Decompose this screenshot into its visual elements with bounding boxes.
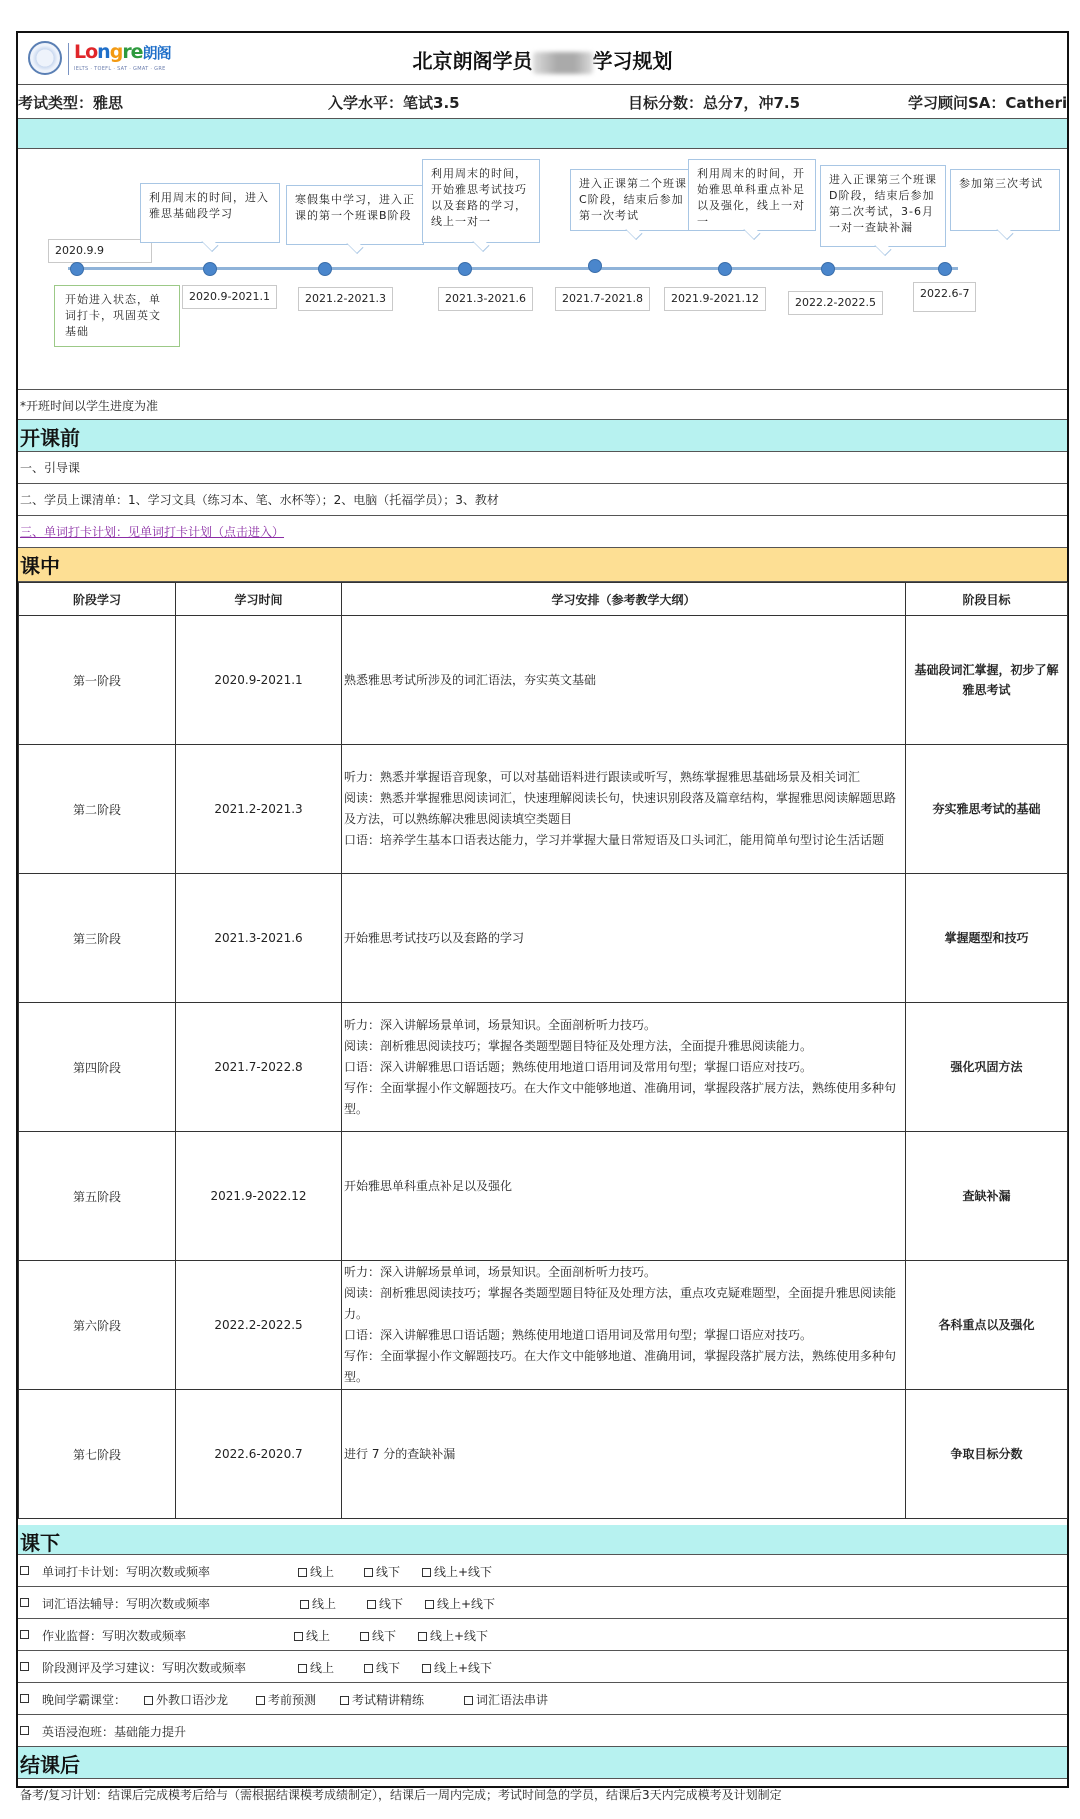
plan-line: 阅读：剖析雅思阅读技巧；掌握各类题型题目特征及处理方法，全面提升雅思阅读能力。: [344, 1038, 813, 1053]
stage-cell: 第七阶段: [19, 1390, 176, 1519]
plan-line: 写作：全面掌握小作文解题技巧。在大作文中能够地道、准确用词，掌握段落扩展方法，熟练使用多种句型。: [344, 1080, 897, 1116]
column-header: 学习安排（参考教学大纲）: [342, 583, 906, 616]
timeline-dot: [588, 259, 602, 273]
title-prefix: 北京朗阁学员: [412, 49, 533, 73]
option-exam-prediction[interactable]: [256, 1691, 316, 1708]
option-label: 线上+线下: [434, 1661, 493, 1675]
after-class-item: [18, 1651, 1067, 1683]
section-before-class: [18, 420, 1067, 452]
checkbox[interactable]: [20, 1630, 29, 1639]
checkbox[interactable]: [425, 1600, 434, 1609]
page-title: [18, 45, 1067, 74]
checkbox[interactable]: [298, 1568, 307, 1577]
checkbox[interactable]: [422, 1568, 431, 1577]
checkbox[interactable]: [340, 1696, 349, 1705]
goal-cell: 夯实雅思考试的基础: [906, 745, 1068, 874]
goal-cell: 强化巩固方法: [906, 1003, 1068, 1132]
stage-plan-table: [18, 582, 1068, 1519]
stage-cell: 第二阶段: [19, 745, 176, 874]
section-title: 开课前: [20, 426, 80, 450]
item-text: 二、学员上课清单：1、学习文具（练习本、笔、水杯等）；2、电脑（托福学员）；3、教材: [20, 493, 499, 507]
plan-line: 开始雅思单科重点补足以及强化: [344, 1179, 513, 1193]
target-score: 目标分数：总分7，冲7.5: [628, 94, 801, 112]
timeline-dot: [458, 262, 472, 276]
plan-cell: [342, 1132, 906, 1261]
checkbox[interactable]: [20, 1566, 29, 1575]
timeline-date: 2021.7-2021.8: [555, 287, 650, 311]
checkbox[interactable]: [20, 1726, 29, 1735]
column-header: 阶段学习: [19, 583, 176, 616]
study-plan-sheet: [16, 31, 1069, 1802]
before-class-item: [18, 452, 1067, 484]
timeline: [18, 149, 1067, 390]
start-time-note: *开班时间以学生进度为准: [20, 399, 159, 413]
timeline-dot: [203, 262, 217, 276]
column-header: 学习时间: [176, 583, 342, 616]
timeline-dot: [318, 262, 332, 276]
plan-line: 口语：深入讲解雅思口语话题；熟练使用地道口语用词及常用句型；掌握口语应对技巧。: [344, 1328, 813, 1342]
table-row: [19, 1003, 1068, 1132]
timeline-start-date: 2020.9.9: [48, 239, 152, 263]
section-title: 课中: [20, 554, 60, 578]
option-label: 线上: [312, 1597, 337, 1611]
brand-part: g: [109, 41, 123, 63]
before-class-item: [18, 484, 1067, 516]
time-cell: 2021.3-2021.6: [176, 874, 342, 1003]
timeline-date: 2021.3-2021.6: [438, 287, 533, 311]
item-label: 英语浸泡班：基础能力提升: [42, 1725, 187, 1739]
option-offline[interactable]: [364, 1563, 400, 1580]
immersion-class-row: [18, 1715, 1067, 1747]
option-label: 线上+线下: [437, 1597, 496, 1611]
option-label: 线上: [306, 1629, 331, 1643]
option-online[interactable]: [300, 1595, 336, 1612]
redacted-name: [533, 52, 593, 74]
exam-type: 考试类型：雅思: [18, 94, 124, 112]
item-label: 词汇语法辅导：写明次数或频率: [42, 1597, 211, 1611]
plan-cell: [342, 874, 906, 1003]
brand-part: Lo: [74, 41, 98, 63]
stage-cell: 第一阶段: [19, 616, 176, 745]
before-class-item: [18, 516, 1067, 548]
table-row: [19, 874, 1068, 1003]
plan-line: 熟悉雅思考试所涉及的词汇语法，夯实英文基础: [344, 672, 597, 687]
plan-line: 听力：深入讲解场景单词，场景知识。全面剖析听力技巧。: [344, 1017, 657, 1032]
section-in-class: [18, 548, 1067, 582]
after-class-item: [18, 1619, 1067, 1651]
timeline-callout: 参加第三次考试: [950, 169, 1060, 231]
timeline-dot: [718, 262, 732, 276]
plan-line: 听力：熟悉并掌握语音现象，可以对基础语料进行跟读或听写，熟练掌握雅思基础场景及相关词汇: [344, 770, 861, 784]
option-vocab-grammar[interactable]: [464, 1691, 548, 1708]
time-cell: 2021.2-2021.3: [176, 745, 342, 874]
plan-line: 阅读：熟悉并掌握雅思阅读词汇，快速理解阅读长句，快速识别段落及篇章结构，掌握雅思阅读解题思路及方法，可以熟练解决雅思阅读填空类题目: [344, 791, 897, 826]
option-label: 线上: [310, 1661, 335, 1675]
checkbox[interactable]: [360, 1632, 369, 1641]
plan-cell: [342, 1390, 906, 1519]
time-cell: 2022.2-2022.5: [176, 1261, 342, 1390]
item-label: 作业监督：写明次数或频率: [42, 1629, 187, 1643]
section-title: 课下: [20, 1531, 60, 1555]
item-label: 晚间学霸课堂：: [42, 1693, 127, 1707]
brand-part: n: [97, 41, 110, 63]
option-offline[interactable]: [364, 1659, 400, 1676]
table-header-row: [19, 583, 1068, 616]
stage-cell: 第四阶段: [19, 1003, 176, 1132]
table-row: [19, 1261, 1068, 1390]
table-row: [19, 616, 1068, 745]
option-both[interactable]: [422, 1563, 492, 1580]
title-row: [18, 33, 1067, 85]
plan-line: 写作：全面掌握小作文解题技巧。在大作文中能够地道、准确用词，掌握段落扩展方法，熟练使用多种句型。: [344, 1349, 897, 1384]
after-class-item: [18, 1555, 1067, 1587]
checkbox[interactable]: [422, 1664, 431, 1673]
section-title: 结课后: [20, 1753, 80, 1777]
option-offline[interactable]: [360, 1627, 396, 1644]
option-label: 线下: [376, 1565, 401, 1579]
stage-cell: 第三阶段: [19, 874, 176, 1003]
checkbox[interactable]: [364, 1664, 373, 1673]
timeline-date: 2022.6-7: [913, 282, 976, 312]
time-cell: 2021.9-2022.12: [176, 1132, 342, 1261]
review-plan-text: 备考/复习计划：结课后完成模考后给与（需根据结课模考成绩制定），结课后一周内完成；考试时间急的学员，结课后3天内完成模考及计划制定: [20, 1788, 782, 1802]
goal-cell: 争取目标分数: [906, 1390, 1068, 1519]
column-header: 阶段目标: [906, 583, 1068, 616]
checkbox[interactable]: [294, 1632, 303, 1641]
plan-line: 阅读：剖析雅思阅读技巧；掌握各类题型题目特征及处理方法，重点攻克疑难题型，全面提升雅思阅读能力。: [344, 1286, 897, 1321]
timeline-callout: 利用周末的时间，开始雅思单科重点补足以及强化，线上一对一: [688, 159, 816, 231]
timeline-callout: 进入正课第二个班课C阶段，结束后参加第一次考试: [570, 169, 698, 231]
option-exam-drills[interactable]: [340, 1691, 424, 1708]
checkbox[interactable]: [298, 1664, 307, 1673]
brand-part: re: [122, 41, 143, 63]
option-label: 线上+线下: [434, 1565, 493, 1579]
timeline-date: 2021.9-2021.12: [664, 287, 766, 311]
timeline-dot: [821, 262, 835, 276]
option-label: 线下: [376, 1661, 401, 1675]
checkbox[interactable]: [464, 1696, 473, 1705]
timeline-callout: 利用周末的时间，开始雅思考试技巧以及套路的学习，线上一对一: [422, 159, 540, 243]
option-label: 外教口语沙龙: [156, 1693, 229, 1707]
checkbox[interactable]: [20, 1662, 29, 1671]
option-offline[interactable]: [367, 1595, 403, 1612]
timeline-start-note: 开始进入状态，单词打卡，巩固英文基础: [54, 285, 180, 347]
timeline-callout: 进入正课第三个班课D阶段，结束后参加第二次考试，3-6月一对一查缺补漏: [820, 165, 946, 247]
section-post-course: [18, 1747, 1067, 1779]
timeline-date: 2020.9-2021.1: [182, 285, 277, 309]
post-course-row: [18, 1779, 1067, 1809]
option-foreign-teacher-salon[interactable]: [144, 1691, 228, 1708]
table-row: [19, 1390, 1068, 1519]
table-row: [19, 1132, 1068, 1261]
evening-class-row: [18, 1683, 1067, 1715]
option-label: 词汇语法串讲: [476, 1693, 549, 1707]
note-row: [18, 390, 1067, 420]
option-label: 考前预测: [268, 1693, 317, 1707]
checkbox[interactable]: [418, 1632, 427, 1641]
plan-line: 进行 7 分的查缺补漏: [344, 1446, 456, 1461]
option-label: 线下: [372, 1629, 397, 1643]
section-after-class: [18, 1525, 1067, 1555]
plan-line: 开始雅思考试技巧以及套路的学习: [344, 930, 525, 945]
brand-subtitle: IELTS · TOEFL · SAT · GMAT · GRE: [74, 66, 166, 72]
option-both[interactable]: [425, 1595, 495, 1612]
stage-cell: 第六阶段: [19, 1261, 176, 1390]
option-label: 线下: [379, 1597, 404, 1611]
checkbox[interactable]: [367, 1600, 376, 1609]
time-cell: 2021.7-2022.8: [176, 1003, 342, 1132]
checkbox[interactable]: [20, 1694, 29, 1703]
after-class-item: [18, 1587, 1067, 1619]
goal-cell: 基础段词汇掌握，初步了解雅思考试: [906, 616, 1068, 745]
item-label: 单词打卡计划：写明次数或频率: [42, 1565, 211, 1579]
checkbox[interactable]: [144, 1696, 153, 1705]
timeline-date: 2021.2-2021.3: [298, 287, 393, 311]
plan-cell: [342, 745, 906, 874]
time-cell: 2020.9-2021.1: [176, 616, 342, 745]
plan-line: 口语：培养学生基本口语表达能力，学习并掌握大量日常短语及口头词汇，能用简单句型讨论生活话题: [344, 833, 885, 847]
entry-level: 入学水平：笔试3.5: [328, 94, 460, 112]
plan-cell: [342, 1261, 906, 1390]
plan-cell: [342, 616, 906, 745]
goal-cell: 各科重点以及强化: [906, 1261, 1068, 1390]
timeline-dot: [938, 262, 952, 276]
checkbox[interactable]: [20, 1598, 29, 1607]
item-text: 一、引导课: [20, 461, 81, 475]
checkbox[interactable]: [300, 1600, 309, 1609]
plan-cell: [342, 1003, 906, 1132]
option-online[interactable]: [298, 1659, 334, 1676]
timeline-dot: [70, 262, 84, 276]
goal-cell: 查缺补漏: [906, 1132, 1068, 1261]
title-suffix: 学习规划: [592, 49, 673, 73]
info-row: [18, 85, 1067, 119]
option-label: 考试精讲精练: [352, 1693, 425, 1707]
item-label: 阶段测评及学习建议：写明次数或频率: [42, 1661, 247, 1675]
timeline-callout: 寒假集中学习，进入正课的第一个班课B阶段: [286, 185, 424, 245]
brand-part: 朗阁: [142, 44, 171, 62]
option-online[interactable]: [298, 1563, 334, 1580]
option-both[interactable]: [422, 1659, 492, 1676]
table-row: [19, 745, 1068, 874]
checkbox[interactable]: [256, 1696, 265, 1705]
time-cell: 2022.6-2020.7: [176, 1390, 342, 1519]
plan-line: 听力：深入讲解场景单词，场景知识。全面剖析听力技巧。: [344, 1265, 657, 1279]
word-checkin-plan-link[interactable]: 三、单词打卡计划：见单词打卡计划（点击进入）: [20, 525, 285, 539]
option-online[interactable]: [294, 1627, 330, 1644]
advisor: 学习顾问SA：Catheri: [908, 94, 1068, 112]
timeline-callout: 利用周末的时间，进入雅思基础段学习: [140, 183, 280, 243]
goal-cell: 掌握题型和技巧: [906, 874, 1068, 1003]
header-band: [18, 119, 1067, 149]
plan-line: 口语：深入讲解雅思口语话题；熟练使用地道口语用词及常用句型；掌握口语应对技巧。: [344, 1059, 813, 1074]
option-label: 线上: [310, 1565, 335, 1579]
option-label: 线上+线下: [430, 1629, 489, 1643]
checkbox[interactable]: [364, 1568, 373, 1577]
stage-cell: 第五阶段: [19, 1132, 176, 1261]
option-both[interactable]: [418, 1627, 488, 1644]
timeline-date: 2022.2-2022.5: [788, 291, 883, 315]
